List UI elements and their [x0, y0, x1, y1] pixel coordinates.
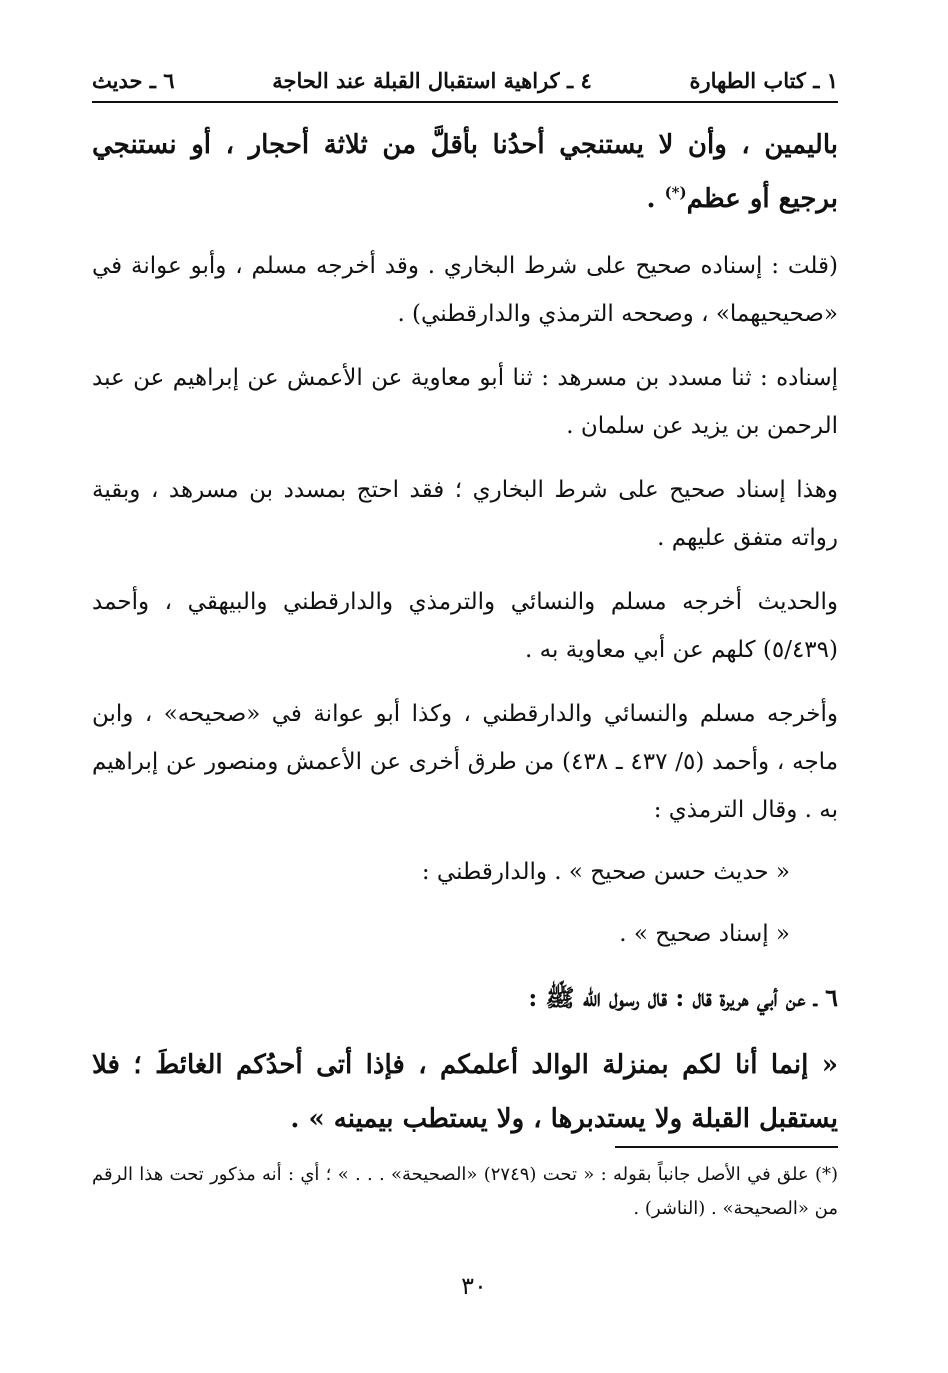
isnad-assessment: وهذا إسناد صحيح على شرط البخاري ؛ فقد احتج بمسدد بن مسرهد ، وبقية رواته متفق عليهم . — [92, 477, 838, 551]
takhrij-paragraph-1: والحديث أخرجه مسلم والنسائي والترمذي والدارقطني والبيهقي ، وأحمد (٥/٤٣٩) كلهم عن أبي معاوية به . — [92, 589, 838, 663]
hadith-6-heading: ٦ ـ عن أبي هريرة قال : قال رسول الله ﷺ : — [528, 983, 838, 1012]
header-chapter-title: ٤ ـ كراهية استقبال القبلة عند الحاجة — [272, 67, 592, 93]
hadith-continuation — [92, 118, 838, 226]
page-number: ٣٠ — [461, 1272, 487, 1300]
hadith-continuation-end: . — [646, 184, 665, 214]
footnote-text: (*) علق في الأصل جانباً بقوله : « تحت (٢٧٤٩) «الصحيحة» . . . » ؛ أي : أنه مذكور تحت هذا الرقم من «الصحيحة» . (الناشر) . — [92, 1164, 838, 1219]
hadith-continuation-text: باليمين ، وأن لا يستنجي أحدُنا بأقلَّ من ثلاثة أحجار ، أو نستنجي برجيع أو عظم — [92, 130, 838, 214]
author-verdict: (قلت : إسناده صحيح على شرط البخاري . وقد أخرجه مسلم ، وأبو عوانة في «صحيحيهما» ، وصححه الترمذي والدارقطني) . — [92, 253, 838, 327]
footnote-marker: (*) — [664, 183, 687, 202]
footnote — [92, 1158, 838, 1226]
takhrij-paragraph-2: وأخرجه مسلم والنسائي والدارقطني ، وكذا أبو عوانة في «صحيحه» ، وابن ماجه ، وأحمد (٥/ ٤٣٧ ـ ٤٣٨) من طرق أخرى عن الأعمش ومنصور عن إبراهيم به . وقال الترمذي : — [92, 701, 839, 823]
isnad-paragraph: إسناده : ثنا مسدد بن مسرهد : ثنا أبو معاوية عن الأعمش عن إبراهيم عن عبد الرحمن بن يزيد عن سلمان . — [92, 365, 838, 439]
header-hadith-number: ٦ ـ حديث — [92, 67, 175, 93]
footnote-divider — [615, 1146, 838, 1148]
running-header — [92, 62, 838, 98]
daraqutni-quote: « إسناد صحيح » . — [619, 921, 790, 947]
hadith-6-text: « إنما أنا لكم بمنزلة الوالد أعلمكم ، فإذا أتى أحدُكم الغائطَ ؛ فلا يستقبل القبلة ولا يستدبرها ، ولا يستطب بيمينه » . — [92, 1050, 838, 1134]
header-divider — [92, 101, 838, 103]
main-text — [92, 118, 838, 1146]
tirmidhi-quote: « حديث حسن صحيح » . والدارقطني : — [421, 859, 790, 885]
header-book-title: ١ ـ كتاب الطهارة — [689, 67, 838, 93]
